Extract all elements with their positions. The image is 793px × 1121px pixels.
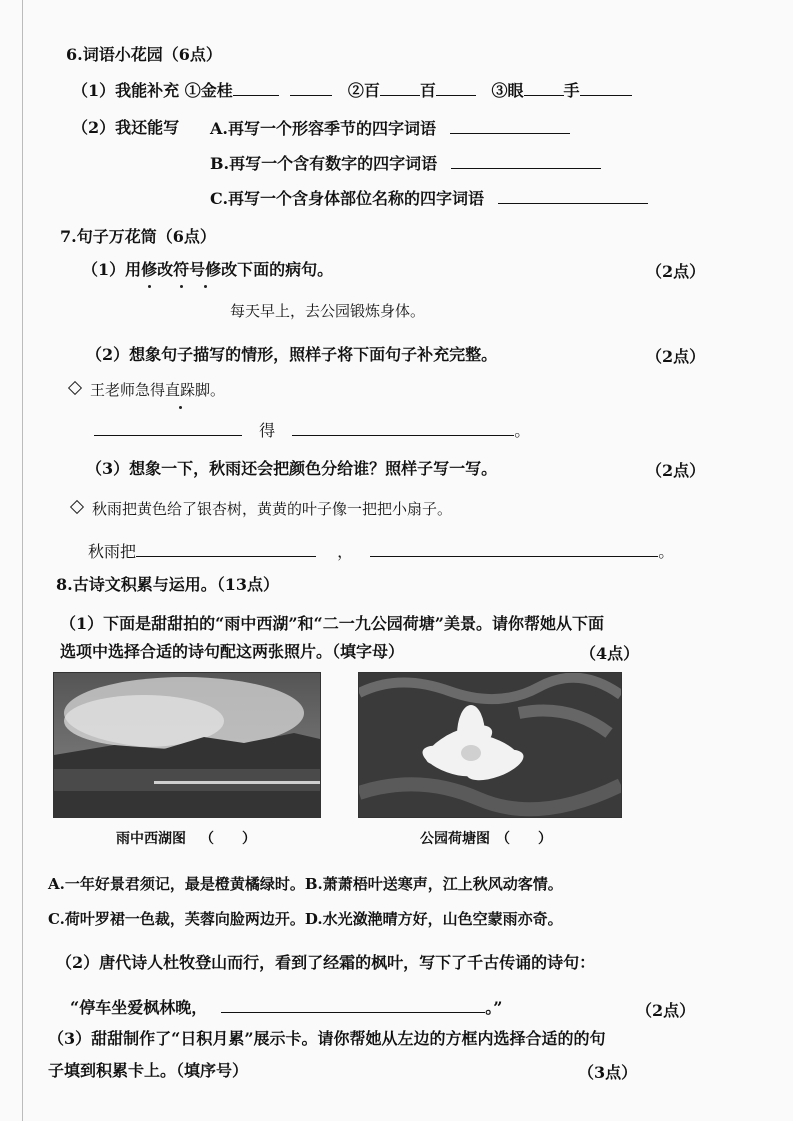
s6-q1-item2b: 百 <box>419 81 436 100</box>
s8-q1-line2: 选项中选择合适的诗句配这两张照片。（填字母） <box>60 642 405 661</box>
lotus-pond-caption-text: 公园荷塘图 <box>420 831 490 847</box>
s7-q3-example <box>72 498 452 520</box>
answer-blank[interactable] <box>436 79 476 96</box>
period: 。 <box>658 542 675 561</box>
diamond-bullet-icon <box>68 381 82 395</box>
s8-q1-points: （4点） <box>580 644 640 663</box>
answer-blank[interactable] <box>290 79 332 96</box>
answer-blank[interactable] <box>580 79 632 96</box>
section-7-title: 7.句子万花筒（6点） <box>60 227 216 246</box>
west-lake-caption <box>116 828 256 848</box>
s6-q1-item1: ①金桂 <box>184 81 233 100</box>
s7-q1-text: （1）用修改符号修改下面的病句。 <box>82 260 334 279</box>
lotus-pond-answer-paren[interactable]: （ ） <box>496 831 552 847</box>
emphasis-dot <box>148 285 151 288</box>
s8-q2-text: （2）唐代诗人杜牧登山而行，看到了经霜的枫叶，写下了千古传诵的诗句： <box>56 953 596 972</box>
s7-faulty-sentence: 每天早上，去公园锻炼身体。 <box>230 302 426 320</box>
emphasis-dot <box>179 406 182 409</box>
s8-q2-poem: “停车坐爱枫林晚， <box>70 998 208 1017</box>
answer-blank[interactable] <box>94 419 242 436</box>
s7-q3-points: （2点） <box>646 461 706 480</box>
answer-blank[interactable] <box>136 540 316 557</box>
west-lake-photo-graphic <box>54 673 320 817</box>
s6-q1-item3b: 手 <box>563 81 580 100</box>
s7-q3-fill-row <box>88 540 674 563</box>
emphasis-dot <box>180 285 183 288</box>
s6-q2-b-text: B.再写一个含有数字的四字词语 <box>210 154 438 173</box>
s8-q2-fill-row <box>70 996 502 1019</box>
s6-q2-a-text: A.再写一个形容季节的四字词语 <box>210 119 436 138</box>
s7-q2-example-text: 王老师急得直跺脚。 <box>90 381 226 399</box>
answer-blank[interactable] <box>233 79 279 96</box>
s6-q2-b <box>210 152 601 175</box>
s6-q2-c-text: C.再写一个含身体部位名称的四字词语 <box>210 189 485 208</box>
s8-q3-line1: （3）甜甜制作了“日积月累”展示卡。请你帮她从左边的方框内选择合适的的句 <box>48 1029 606 1048</box>
s6-q1-item2: ②百 <box>347 81 380 100</box>
s7-q2-de: 得 <box>259 421 276 440</box>
s7-q3-prefix: 秋雨把 <box>88 542 137 561</box>
s8-q2-end: 。” <box>485 998 503 1017</box>
west-lake-answer-paren[interactable]: （ ） <box>200 831 256 847</box>
s6-q1-row <box>72 79 632 102</box>
answer-blank[interactable] <box>450 117 570 134</box>
answer-blank[interactable] <box>524 79 564 96</box>
s6-q2-label: （2）我还能写 <box>72 118 180 137</box>
s6-q1-label: （1）我能补充 <box>72 81 180 100</box>
s8-q2-points: （2点） <box>636 1001 696 1020</box>
comma: ， <box>337 542 354 561</box>
page-edge <box>22 0 23 1121</box>
s8-options-ab: A.一年好景君须记，最是橙黄橘绿时。B.萧萧梧叶送寒声，江上秋风动客情。 <box>48 875 563 893</box>
lotus-pond-caption <box>420 828 552 848</box>
s7-q3-text: （3）想象一下，秋雨还会把颜色分给谁？照样子写一写。 <box>86 459 498 478</box>
lotus-pond-photo-graphic <box>359 673 621 817</box>
s6-q2-a <box>210 117 570 140</box>
answer-blank[interactable] <box>498 187 648 204</box>
s7-q2-example <box>70 379 225 401</box>
period: 。 <box>514 421 531 440</box>
s7-q1-points: （2点） <box>646 262 706 281</box>
s8-options-cd: C.荷叶罗裙一色裁，芙蓉向脸两边开。D.水光潋滟晴方好，山色空蒙雨亦奇。 <box>48 910 563 928</box>
s7-q2-text: （2）想象句子描写的情形，照样子将下面句子补充完整。 <box>86 345 498 364</box>
s6-q1-item3: ③眼 <box>491 81 524 100</box>
s8-q3-line2: 子填到积累卡上。（填序号） <box>48 1061 249 1080</box>
answer-blank[interactable] <box>451 152 601 169</box>
s6-q2-c <box>210 187 648 210</box>
answer-blank[interactable] <box>292 419 514 436</box>
answer-blank[interactable] <box>221 996 485 1013</box>
diamond-bullet-icon <box>70 500 84 514</box>
section-6-title: 6.词语小花园（6点） <box>66 45 222 64</box>
west-lake-rain-photo <box>53 672 321 818</box>
answer-blank[interactable] <box>380 79 420 96</box>
s8-q3-points: （3点） <box>578 1063 638 1082</box>
emphasis-dot <box>204 285 207 288</box>
s7-q2-points: （2点） <box>646 347 706 366</box>
s7-q2-fill-row <box>94 419 530 442</box>
west-lake-caption-text: 雨中西湖图 <box>116 831 186 847</box>
s7-q3-example-text: 秋雨把黄色给了银杏树，黄黄的叶子像一把把小扇子。 <box>92 500 453 518</box>
answer-blank[interactable] <box>370 540 658 557</box>
s8-q1-line1: （1）下面是甜甜拍的“雨中西湖”和“二一九公园荷塘”美景。请你帮她从下面 <box>60 614 604 633</box>
section-8-title: 8.古诗文积累与运用。（13点） <box>56 575 279 594</box>
lotus-pond-photo <box>358 672 622 818</box>
